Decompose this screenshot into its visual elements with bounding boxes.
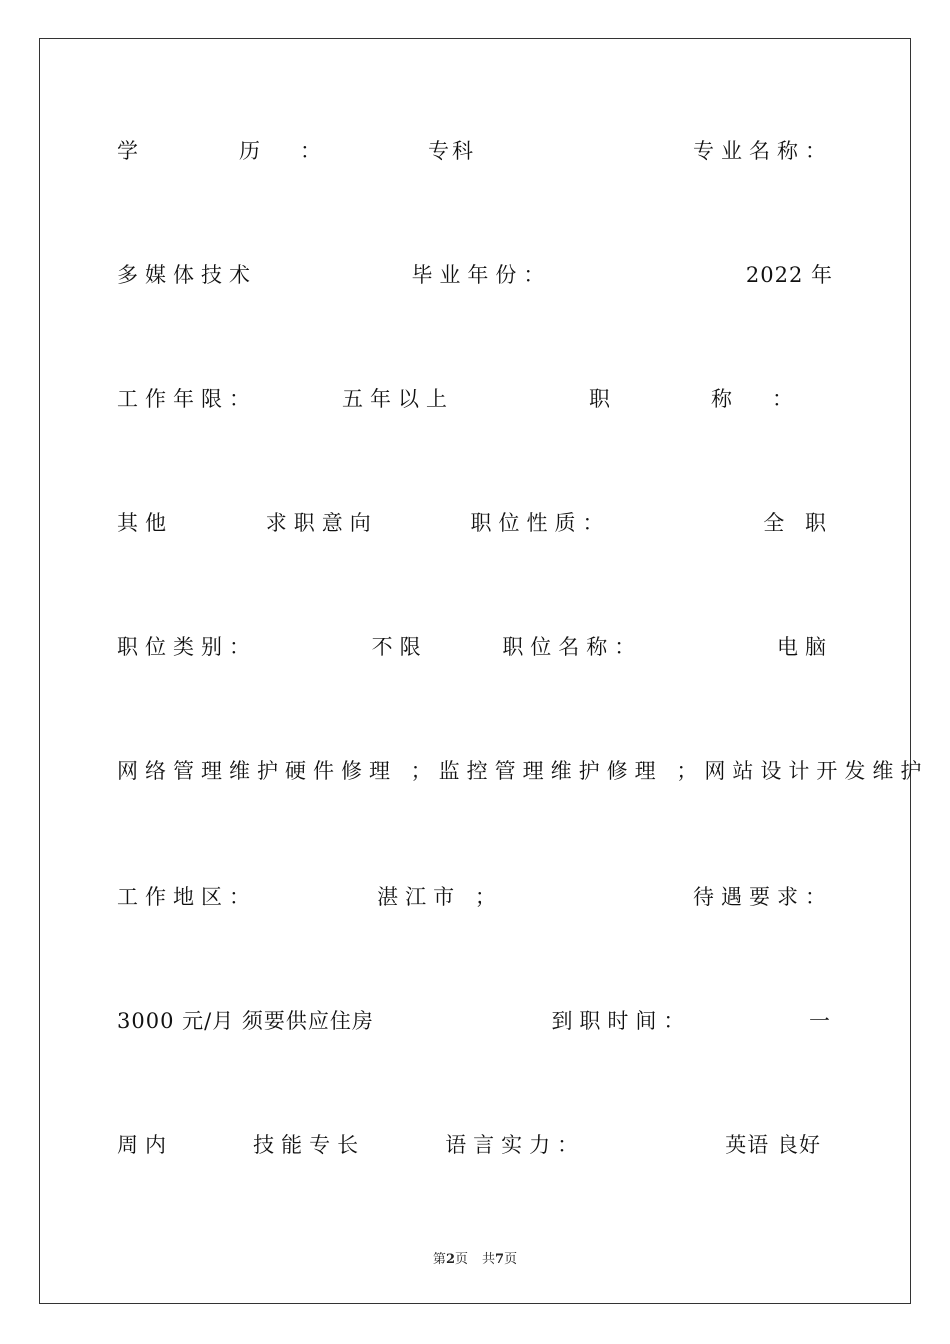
footer-current-page: 2 <box>445 1252 455 1267</box>
education-value: 专科 <box>428 139 476 163</box>
line-7 <box>117 880 833 912</box>
line-1 <box>117 134 833 166</box>
language-ability-value: 英语 良好 <box>725 1133 821 1157</box>
job-category-value: 不限 <box>371 635 428 659</box>
title-label: 职 称： <box>589 387 833 411</box>
footer-total-prefix: 共 <box>482 1252 496 1267</box>
salary-value: 3000 元/月 须要供应住房 <box>117 1009 374 1033</box>
skills-heading: 技能专长 <box>253 1133 366 1157</box>
line-3 <box>117 382 833 414</box>
work-years-value: 五年以上 <box>342 387 454 411</box>
page-number-footer <box>0 1248 950 1267</box>
major-label: 专业名称： <box>693 139 833 163</box>
job-name-label: 职位名称： <box>502 635 643 659</box>
line-5 <box>117 630 833 662</box>
footer-prefix: 第 <box>432 1252 446 1267</box>
start-time-value-continued: 周内 <box>117 1133 173 1157</box>
footer-suffix: 页 <box>504 1252 518 1267</box>
work-years-label: 工作年限： <box>117 387 257 411</box>
footer-page-word: 页 <box>454 1252 468 1267</box>
graduation-year-value: 2022 年 <box>745 263 833 287</box>
work-area-label: 工作地区： <box>117 885 257 909</box>
line-6 <box>117 754 929 786</box>
work-area-value: 湛江市 ； <box>377 885 503 909</box>
job-nature-value: 全 职 <box>763 511 833 535</box>
language-ability-label: 语言实力： <box>445 1133 586 1157</box>
line-8 <box>117 1004 833 1036</box>
salary-label: 待遇要求： <box>693 885 833 909</box>
major-value: 多媒体技术 <box>117 263 257 287</box>
line-4 <box>117 506 833 538</box>
job-category-label: 职位类别： <box>117 635 257 659</box>
job-name-value-continued: 网络管理维护硬件修理 ；监控管理维护修理 ；网站设计开发维护 <box>117 759 929 783</box>
footer-total-pages: 7 <box>495 1252 505 1267</box>
education-label: 学 历： <box>117 139 361 163</box>
job-name-value-start: 电脑 <box>776 635 833 659</box>
line-2 <box>117 258 833 290</box>
job-intent-heading: 求职意向 <box>265 511 378 535</box>
start-time-value-start: 一 <box>809 1009 833 1033</box>
start-time-label: 到职时间： <box>551 1009 692 1033</box>
job-nature-label: 职位性质： <box>470 511 611 535</box>
line-9 <box>117 1128 833 1160</box>
title-value: 其他 <box>117 511 173 535</box>
page-border <box>39 38 911 1304</box>
graduation-year-label: 毕业年份： <box>411 263 552 287</box>
